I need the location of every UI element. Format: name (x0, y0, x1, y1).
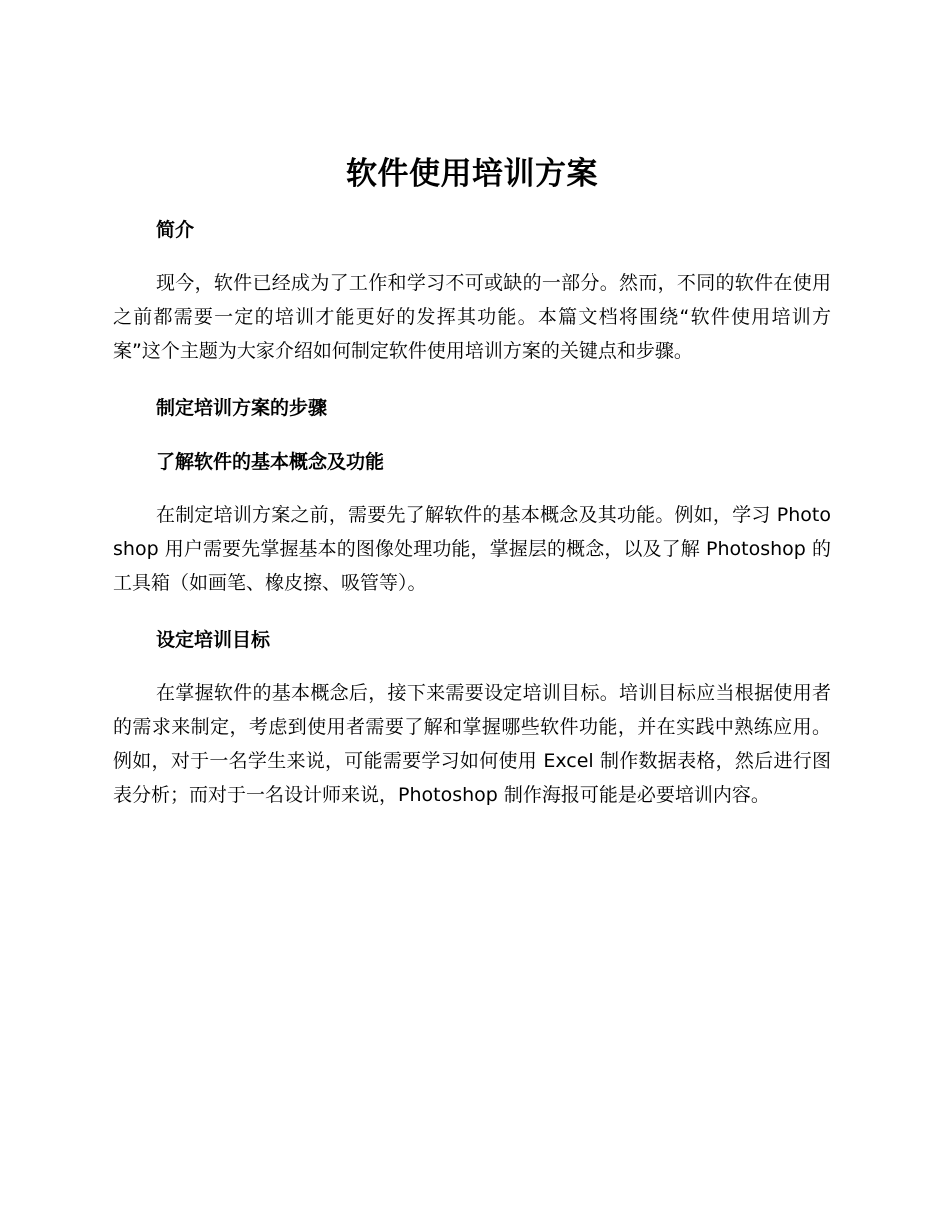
section-heading-goals: 设定培训目标 (156, 629, 271, 651)
document-body (113, 148, 831, 812)
section-paragraph-intro: 现今，软件已经成为了工作和学习不可或缺的一部分。然而，不同的软件在使用之前都需要一定的培训才能更好的发挥其功能。本篇文档将围绕“软件使用培训方案”这个主题为大家介绍如何制定软件使用培训方案的关键点和步骤。 (113, 272, 831, 362)
document-title: 软件使用培训方案 (346, 156, 598, 192)
section-heading-steps: 制定培训方案的步骤 (156, 397, 328, 419)
section-heading-concepts: 了解软件的基本概念及功能 (156, 451, 385, 473)
section-heading-intro: 简介 (156, 219, 195, 241)
section-paragraph-concepts: 在制定培训方案之前，需要先了解软件的基本概念及其功能。例如，学习 Photoshop 用户需要先掌握基本的图像处理功能，掌握层的概念，以及了解 Photoshop 的工具箱（如画笔、橡皮擦、吸管等）。 (113, 504, 831, 594)
section-paragraph-goals: 在掌握软件的基本概念后，接下来需要设定培训目标。培训目标应当根据使用者的需求来制定，考虑到使用者需要了解和掌握哪些软件功能，并在实践中熟练应用。例如，对于一名学生来说，可能需要学习如何使用 Excel 制作数据表格，然后进行图表分析；而对于一名设计师来说，Photoshop 制作海报可能是必要培训内容。 (113, 682, 831, 806)
